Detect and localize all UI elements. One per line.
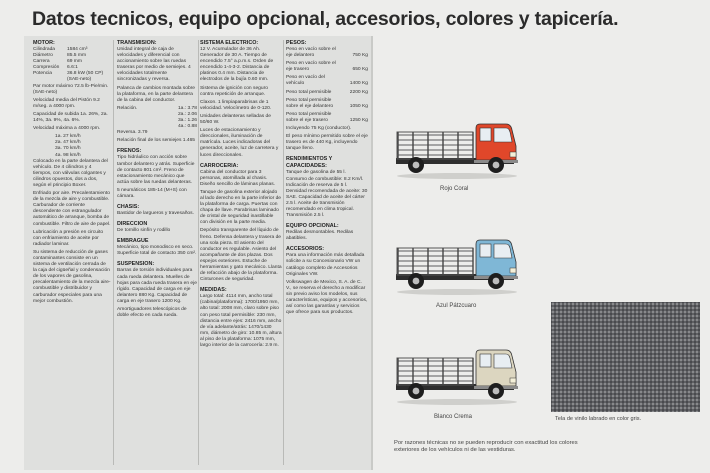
weight-label: Peso total permisible bbox=[286, 89, 332, 95]
truck-headlight bbox=[510, 152, 516, 157]
reverse-ratio: Reversa. 3.79 bbox=[117, 130, 148, 136]
truck-windshield bbox=[494, 128, 512, 142]
motor-spec-label: Potencia bbox=[33, 71, 53, 77]
accesorios-heading: ACCESORIOS: bbox=[286, 246, 325, 253]
electrico-heading: SISTEMA ELECTRICO: bbox=[200, 40, 259, 46]
direccion-heading: DIRECCION bbox=[117, 221, 148, 228]
carroceria-text-2: Tanque de gasolina exterior alojado al lado derecho en la parte inferior de la plataforma de carga. Puertas con chapa de llave. Parabrisas laminado de cristal de seguridad inastillable con división en la parte media. bbox=[200, 189, 282, 226]
carroceria-text-1: Cabina del conductor para 3 personas, atornillada al chasis. Diseño sencillo de láminas planas. bbox=[200, 169, 276, 187]
pesos-column bbox=[286, 40, 368, 465]
color-caption-0: Rojo Coral bbox=[440, 186, 469, 192]
motor-text-4: Su sistema de reducción de gases contaminantes consiste en un sistema de ventilación cerrada de la caja del cigüeñal y condensación de los vapores de gasolina, precalentamiento de la mezcla aire-combustible y distribuidor y carburador especiales para una mejor combustión. bbox=[33, 249, 111, 304]
transmision-text-2: Palanca de cambios montada sobre la plataforma, en la parte delantera de la cabina del conductor. bbox=[117, 85, 196, 103]
motor-text-1: Colocado en la parte delantera del vehículo. De 4 cilindros y 4 tiempos, con válvulas colgantes y cilindros opuestos, dos a dos, según el principio Boxer. bbox=[33, 158, 108, 188]
motor-spec-value: 85.5 mm bbox=[67, 53, 87, 59]
column-divider bbox=[113, 40, 114, 465]
legal-text: Volkswagen de Mexico, S. A. de C. V., se reserva el derecho a modificar sin previo aviso los modelos, sus características, equipos y accesorios, así como las garantías y servicios que ofrece para sus productos. bbox=[286, 279, 368, 316]
chasis-text: Bastidor de largueros y travesaños. bbox=[117, 211, 194, 217]
llantas-text: 5 neumáticos 185-14 (M+S) con cámara. bbox=[117, 187, 187, 199]
truck-hubcap bbox=[413, 388, 420, 395]
weight-value: 1400 Kg bbox=[349, 81, 368, 87]
motor-piston-speed: Velocidad media del Pistón 9.2 m/seg. a 4000 rpm. bbox=[33, 97, 100, 109]
gear-speed: 3a. 70 km/h bbox=[55, 146, 81, 152]
suspension-heading: SUSPENSION: bbox=[117, 261, 155, 268]
truck-headlight bbox=[510, 268, 516, 273]
motor-spec-label: Diámetro bbox=[33, 53, 53, 59]
swatch-caption: Tela de vinilo labrado en color gris. bbox=[555, 416, 642, 422]
column-divider bbox=[198, 40, 199, 465]
color-caption-1: Azul Pátzcuaro bbox=[436, 303, 477, 309]
pesos-payload: Incluyendo 75 Kg (conductor). bbox=[286, 126, 352, 132]
final-ratio: Relación final de los semiejes 1.465 bbox=[117, 138, 196, 144]
truck-hubcap bbox=[493, 162, 500, 169]
truck-hubcap bbox=[413, 162, 420, 169]
motor-slope: Capacidad de subida 1a. 26%, 2a. 14%, 3a. 9%, 4a. 6%. bbox=[33, 111, 108, 124]
motor-spec-label: Carrera bbox=[33, 59, 50, 65]
truck-azul-patzcuaro bbox=[392, 232, 522, 296]
motor-spec-value: 6.6:1 bbox=[67, 65, 78, 71]
carroceria-heading: CARROCERIA: bbox=[200, 162, 239, 169]
motor-spec-row bbox=[33, 71, 111, 83]
motor-specs bbox=[33, 47, 111, 84]
motor-max-speed: Velocidad máxima a 4000 rpm. bbox=[33, 126, 101, 132]
electrico-text-3: Claxon. 1 limpiaparabrisas de 1 velocidad. Velocímetro de 0-120. bbox=[200, 99, 272, 111]
motor-spec-value: 36.8 kW (50 CP) (SAE-neto) bbox=[67, 71, 104, 83]
truck-shadow bbox=[397, 173, 517, 179]
weight-value: 1050 Kg bbox=[349, 103, 368, 109]
weight-value: 2200 Kg bbox=[349, 89, 368, 95]
gear-speed: 4a. 98 km/h bbox=[55, 152, 81, 158]
gear-speed: 2a. 47 km/h bbox=[55, 140, 81, 146]
weight-row bbox=[286, 90, 368, 96]
truck-side-window bbox=[480, 128, 491, 141]
truck-side-window bbox=[480, 354, 491, 367]
transmision-text-1: Unidad integral de caja de velocidades y diferencial con accionamiento sobre las ruedas traseras por medio de semiejes. 4 velocidades totalmente sincronizadas y reversa. bbox=[117, 47, 191, 83]
medidas-heading: MEDIDAS: bbox=[200, 287, 227, 294]
motor-text-3: Lubricación a presión en circuito con enfriamiento de aceite por radiador laminar. bbox=[33, 229, 104, 247]
motor-spec-label: Cilindrada bbox=[33, 47, 56, 52]
electrico-text-5: Luces de estacionamiento y direccionales, iluminación de matrícula. Luces indicadoras del generador, aceite, luz de carretera y luces direccionales. bbox=[200, 128, 279, 158]
weight-value: 1250 Kg bbox=[349, 117, 368, 123]
gear-ratio: 4a.: 0.88 bbox=[177, 124, 197, 130]
truck-windshield bbox=[494, 244, 512, 258]
gear-ratio: 2a.: 2.06 bbox=[177, 111, 197, 117]
embrague-text: Mecánico, tipo monodisco en seco. Superficie total de contacto 350 cm². bbox=[117, 245, 197, 257]
transmision-column bbox=[117, 40, 197, 465]
truck-hubcap bbox=[493, 278, 500, 285]
color-caption-2: Blanco Crema bbox=[434, 414, 473, 420]
electrico-column bbox=[200, 40, 282, 465]
truck-side-window bbox=[480, 244, 491, 257]
ratio-list bbox=[178, 106, 197, 130]
page-title: Datos tecnicos, equipo opcional, accesorios, colores y tapicería. bbox=[32, 8, 619, 30]
truck-rojo-coral bbox=[392, 116, 522, 180]
motor-spec-value: 1584 cm³ bbox=[67, 47, 88, 52]
weight-value: 650 Kg bbox=[352, 67, 368, 73]
weight-row bbox=[286, 47, 368, 59]
motor-torque: Par motor máximo 72.5 lb-Pie/min. (SAE-neto) bbox=[33, 83, 109, 95]
transmision-heading: TRANSMISION: bbox=[117, 40, 157, 46]
motor-text-2: Enfriado por aire. Precalentamiento de la mezcla de aire y combustible. Carburador de corriente descendente con estrangulador automático de arranque, bomba de combustible. Filtro de aire de papel. bbox=[33, 191, 111, 227]
weight-row bbox=[286, 112, 368, 124]
motor-heading: MOTOR: bbox=[33, 40, 55, 46]
weight-label: Peso total permisible sobre el eje delantero bbox=[286, 97, 334, 109]
pesos-table bbox=[286, 47, 368, 124]
upholstery-swatch bbox=[551, 302, 700, 412]
gear-ratio: 3a.: 1.26 bbox=[177, 118, 197, 124]
carroceria-text-3: Depósito transparente del líquido de freno. Defensa delantera y trasera de una sola pieza. El asiento del conductor es regulable. Asiento del acompañante de dos plazas. Dos espejos exteriores. Estuche de herramientas y gato mecánico. Llanta de refacción abajo de la plataforma. Cinturones de seguridad. bbox=[200, 228, 282, 283]
weight-label: Peso total permisible sobre el eje trasero bbox=[286, 111, 332, 123]
truck-headlight bbox=[510, 378, 516, 383]
frenos-heading: FRENOS: bbox=[117, 148, 142, 155]
opcional-heading: EQUIPO OPCIONAL: bbox=[286, 223, 339, 230]
truck-shadow bbox=[397, 399, 517, 405]
frenos-text: Tipo hidráulico con acción sobre tambor delantero y atrás. Superficie de contacto 801 cm². Freno de estacionamiento mecánico que actúa sobre las ruedas delanteras. bbox=[117, 155, 195, 185]
truck-hubcap bbox=[493, 388, 500, 395]
chasis-heading: CHASIS: bbox=[117, 204, 140, 211]
weight-label: Peso en vacío sobre el eje trasero bbox=[286, 61, 336, 73]
direccion-text: De tornillo sinfín y rodillo bbox=[117, 228, 171, 234]
pesos-note: El peso mínimo permitido sobre el eje trasero es de 440 Kg, incluyendo tanque lleno. bbox=[286, 134, 368, 152]
truck-hubcap bbox=[413, 278, 420, 285]
motor-gears bbox=[33, 134, 111, 158]
column-divider bbox=[283, 40, 284, 465]
pesos-heading: PESOS: bbox=[286, 40, 307, 46]
weight-row bbox=[286, 98, 368, 110]
weight-label: Peso en vacío del vehículo bbox=[286, 75, 325, 87]
motor-spec-label: Compresión bbox=[33, 65, 60, 71]
truck-windshield bbox=[494, 354, 512, 368]
page-fold bbox=[371, 36, 373, 470]
electrico-text-2: Sistema de ignición con seguro contra repetición de arranque. bbox=[200, 85, 268, 97]
medidas-text: Largo total: 4114 mm, ancho total (cabina/plataforma): 1700/1950 mm, alto total: 2008 mm, claro sobre piso con peso total permisible: 230 mm, distancia entre ejes: 2416 mm, ancho de vía adelante/atrás: 1470/1430 mm, diámetro de giro: 10.85 m, altura al piso de la plataforma: 1075 mm, largo interior de la carrocería: 2.9 m. bbox=[200, 294, 282, 349]
weight-row bbox=[286, 75, 368, 87]
gear-ratio: 1a.: 3.78 bbox=[177, 105, 197, 111]
footer-note: Por razones técnicas no se pueden reproducir con exactitud los colores exteriores de los vehículos ni de las vestiduras. bbox=[394, 440, 578, 454]
truck-blanco-crema bbox=[392, 342, 522, 406]
weight-value: 750 Kg bbox=[352, 53, 368, 59]
weight-label: Peso en vacío sobre el eje delantero bbox=[286, 47, 336, 59]
suspension-text: Barras de torsión individuales para cada rueda delantera. Muelles de hojas para cada rueda trasera en eje rígido. Capacidad de carga en eje delantero 880 Kg. Capacidad de carga en eje trasero 1200 Kg. bbox=[117, 268, 197, 304]
electrico-text-1: 12 V. Acumulador de 36 Ah. Generador de 30 A. Tiempo de encendido 7.5° a.p.m.s. Orden de encendido 1-4-3-2. Distancia de platinos 0.4 mm. Distancia de electrodos de la bujía 0.60 mm. bbox=[200, 47, 274, 83]
weight-row bbox=[286, 61, 368, 73]
gear-speed: 1a. 27 km/h bbox=[55, 134, 81, 140]
rendimientos-heading: RENDIMIENTOS Y CAPACIDADES: bbox=[286, 156, 333, 170]
motor-column bbox=[33, 40, 111, 465]
amortiguadores-text: Amortiguadores telescópicos de doble efecto en cada rueda. bbox=[117, 307, 187, 319]
truck-shadow bbox=[397, 289, 517, 295]
ratio-label: Relación. bbox=[117, 105, 138, 111]
electrico-text-4: Unidades delanteras selladas de 50/60 W. bbox=[200, 113, 271, 126]
motor-spec-value: 69 mm bbox=[67, 59, 82, 65]
accesorios-text: Para una información más detallada solicite a su Concesionario VW un catálogo completo de Accesorios Originales VW. bbox=[286, 253, 365, 277]
opcional-text: Redilas desmontables. Redilas abatibles. bbox=[286, 230, 354, 242]
ratio-block bbox=[117, 106, 197, 130]
embrague-heading: EMBRAGUE bbox=[117, 238, 149, 245]
rendimientos-text: Tanque de gasolina de 55 l. Consumo de combustible: 8.2 Km/l. Indicación de reserva de 5 l. Densidad recomendada de aceite: 30 SAE. Capacidad de aceite del cárter 2.5 l. Aceite de transmisión recomendado en clima tropical. Transmisión 2.5 l. bbox=[286, 170, 368, 219]
